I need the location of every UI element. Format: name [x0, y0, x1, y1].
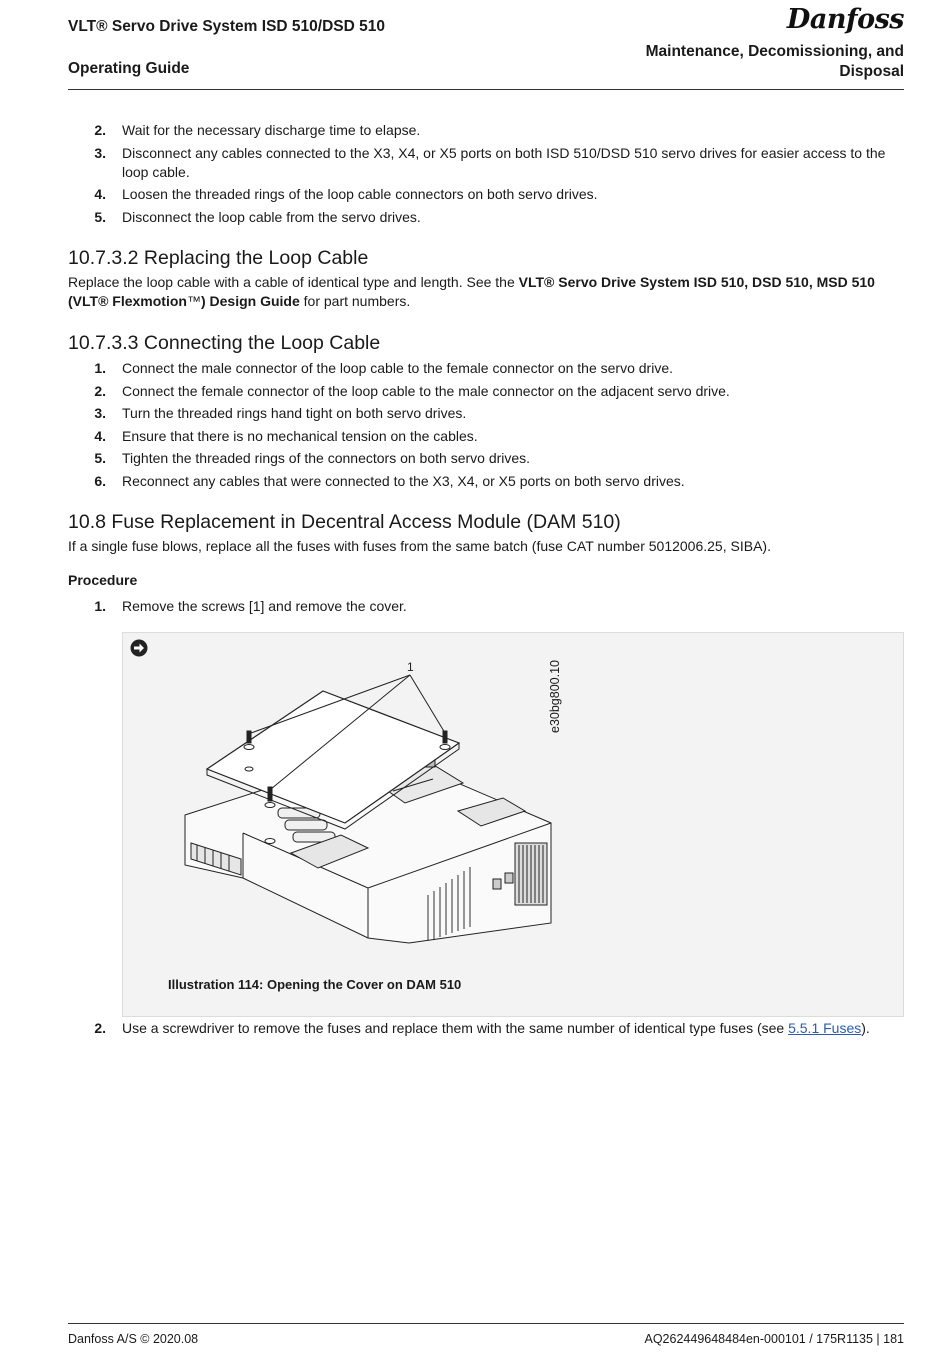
figure-code: e30bg800.10 [548, 660, 562, 733]
list-item: 2. Use a screwdriver to remove the fuses and replace them with the same number of identical type fuses (see 5.5.1 Fuses). [94, 1020, 870, 1036]
list-item: 4. Ensure that there is no mechanical tension on the cables. [94, 427, 478, 444]
heading-fuse-replacement: 10.8 Fuse Replacement in Decentral Access Module (DAM 510) [68, 511, 621, 533]
list-item: 3. Turn the threaded rings hand tight on both servo drives. [94, 405, 467, 422]
fuses-link[interactable]: 5.5.1 Fuses [788, 1020, 862, 1036]
list-item: 5. Tighten the threaded rings of the connectors on both servo drives. [94, 450, 531, 467]
disconnect-steps [68, 121, 904, 230]
list-item: 2. Wait for the necessary discharge time to elapse. [94, 122, 421, 138]
list-item: 2. Connect the female connector of the loop cable to the male connector on the adjacent servo drive. [94, 382, 730, 399]
connect-steps [68, 359, 904, 495]
doc-title: VLT® Servo Drive System ISD 510/DSD 510 [68, 18, 385, 35]
footer-divider [68, 1323, 904, 1324]
callout-1: 1 [407, 660, 414, 674]
heading-connecting-loop-cable: 10.7.3.3 Connecting the Loop Cable [68, 332, 381, 354]
danfoss-logo: Danfoss [786, 4, 904, 35]
list-item: 4. Loosen the threaded rings of the loop cable connectors on both servo drives. [94, 186, 598, 203]
dam510-drawing [123, 633, 905, 973]
footer-doc-number: AQ262449648484en-000101 / 175R1135 | 181 [644, 1332, 904, 1346]
list-item: 1. Connect the male connector of the loop cable to the female connector on the servo drive. [94, 360, 673, 376]
heading-replacing-loop-cable: 10.7.3.2 Replacing the Loop Cable [68, 247, 369, 269]
footer-copyright: Danfoss A/S © 2020.08 [68, 1332, 199, 1346]
list-item: 5. Disconnect the loop cable from the servo drives. [94, 208, 421, 225]
header-divider [68, 89, 904, 90]
list-item: 1. Remove the screws [1] and remove the cover. [94, 598, 407, 614]
fuse-step-2 [68, 1019, 904, 1042]
chapter-title: Maintenance, Decomissioning, and Disposal [645, 43, 904, 80]
fuse-step-1 [68, 597, 904, 620]
list-item: 6. Reconnect any cables that were connected to the X3, X4, or X5 ports on both servo drives. [94, 472, 685, 489]
figure-caption: Illustration 114: Opening the Cover on DAM 510 [168, 977, 462, 992]
list-item: 3. Disconnect any cables connected to the X3, X4, or X5 ports on both ISD 510/DSD 510 servo drives for easier access to the loop cable. [94, 144, 886, 180]
procedure-label: Procedure [68, 572, 138, 588]
doc-subtitle: Operating Guide [68, 60, 190, 77]
replacing-paragraph: Replace the loop cable with a cable of identical type and length. See the VLT® Servo Drive System ISD 510, DSD 510, MSD 510 (VLT® Flexmotion™) Design Guide for part numbers. [68, 274, 875, 309]
fuse-paragraph: If a single fuse blows, replace all the fuses with fuses from the same batch (fuse CAT number 5012006.25, SIBA). [68, 538, 771, 554]
figure-dam510-cover [122, 632, 904, 1017]
